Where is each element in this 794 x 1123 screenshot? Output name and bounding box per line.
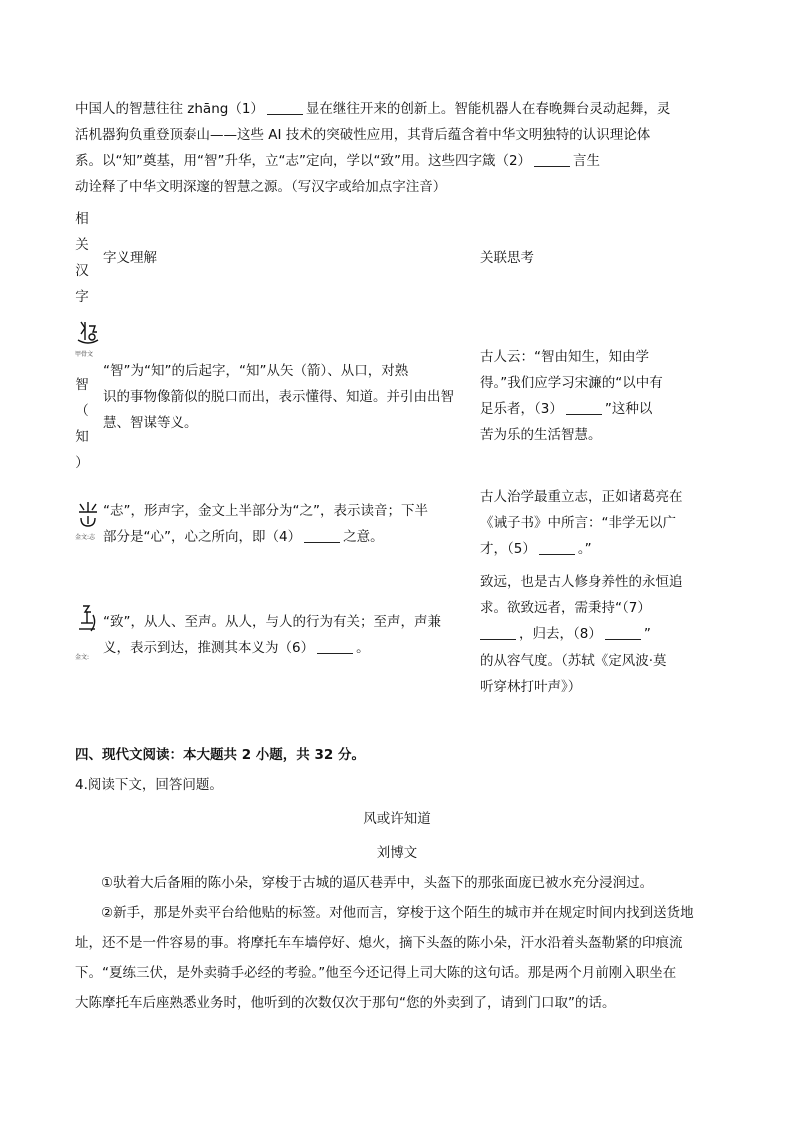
article-title: 风或许知道	[363, 811, 431, 827]
glyph-caption: 金文:	[75, 654, 90, 661]
glyph-caption: 金文:志	[75, 534, 96, 541]
article-author: 刘博文	[376, 845, 418, 861]
thinking-text: ，归去，（8）	[519, 626, 602, 642]
row1-meaning-line: 识的事物像箭似的脱口而出，表示懂得、知道。并引由出智	[103, 389, 454, 405]
row1-char: 知	[75, 429, 89, 445]
header-char: 汉	[75, 263, 89, 279]
row1-char: （	[75, 403, 89, 419]
row1-meaning-line: 慧、智谋等义。	[103, 415, 198, 431]
row2-meaning-line: “志”，形声字，金文上半部分为“之”，表示读音；下半	[103, 503, 428, 519]
intro-line-3	[75, 148, 600, 174]
intro-text: 系。以“知”奠基，用“智”升华，立“志”定向，学以“致”用。这些四字箴（2）	[75, 153, 532, 169]
answer-blank-4[interactable]	[304, 528, 340, 543]
intro-text: 显在继往开来的创新上。智能机器人在春晚舞台灵动起舞，灵	[305, 101, 671, 117]
row1-char: 智	[75, 377, 89, 393]
paragraph-2-line: 址，还不是一件容易的事。将摩托车车墙停好、熄火，摘下头盔的陈小朵，汗水沿着头盔勒紧的印痕流	[75, 935, 683, 951]
row3-thinking-line: 的从容气度。（苏轼《定风波·莫	[480, 653, 667, 669]
row3-thinking-line: 求。欲致远者，需秉持“（7）	[480, 600, 651, 616]
thinking-text: 足乐者，（3）	[480, 401, 563, 417]
intro-line-4: 动诠释了中华文明深邃的智慧之源。（写汉字或给加点字注音）	[75, 179, 447, 195]
oracle-bone-zhi-glyph-icon	[75, 318, 101, 358]
paragraph-2-line: 大陈摩托车后座熟悉业务时，他听到的次数仅次于那句“您的外卖到了，请到门口取”的话。	[75, 995, 616, 1011]
row1-char: ）	[75, 455, 89, 471]
header-char: 相	[75, 211, 89, 227]
answer-blank-6[interactable]	[317, 639, 353, 654]
meaning-text: 。	[356, 640, 370, 656]
answer-blank-8[interactable]	[605, 625, 641, 640]
bronze-zhi-glyph-icon	[75, 500, 101, 540]
row2-meaning-line	[103, 524, 384, 550]
answer-blank-3[interactable]	[566, 400, 602, 415]
header-char: 字	[75, 289, 89, 305]
intro-line-2: 活机器狗负重登顶泰山——这些 AI 技术的突破性应用，其背后蕴含着中华文明独特的认识理论体	[75, 127, 651, 143]
row3-thinking-line: 听穿林打叶声》）	[480, 679, 582, 695]
row3-meaning-line: “致”，从人、至声。从人，与人的行为有关；至声，声兼	[103, 614, 441, 630]
thinking-text: 才，（5）	[480, 541, 536, 557]
row1-thinking-line	[480, 396, 652, 422]
thinking-text: 。”	[577, 541, 592, 557]
paragraph-1: ①驮着大后备厢的陈小朵，穿梭于古城的逼仄巷弄中，头盔下的那张面庞已被水充分浸润过。	[101, 875, 654, 891]
row2-thinking-line: 《诫子书》中所言：“非学无以广	[480, 515, 676, 531]
intro-text: 中国人的智慧往往 zhāng（1）	[75, 101, 264, 117]
col-header-thinking: 关联思考	[480, 250, 534, 266]
row1-meaning-line: “智”为“知”的后起字，“知”从矢（箭）、从口，对熟	[103, 363, 409, 379]
intro-line-1	[75, 96, 670, 122]
paragraph-2-line: 下。“夏练三伏，是外卖骑手必经的考验。”他至今还记得上司大陈的这句话。那是两个月前刚入职坐在	[75, 965, 677, 981]
intro-text: 言生	[573, 153, 601, 169]
row3-meaning-line	[103, 635, 370, 661]
row1-thinking-line: 古人云：“智由知生，知由学	[480, 349, 649, 365]
thinking-text: ”	[643, 626, 651, 642]
row3-thinking-line: 致远，也是古人修身养性的永恒追	[480, 574, 683, 590]
glyph-caption: 甲骨文	[75, 351, 94, 358]
section-heading: 四、现代文阅读：本大题共 2 小题，共 32 分。	[75, 747, 365, 763]
answer-blank-1[interactable]	[267, 100, 303, 115]
question-prompt: 4.阅读下文，回答问题。	[75, 777, 223, 793]
meaning-text: 部分是“心”，心之所向，即（4）	[103, 529, 302, 545]
row1-thinking-line: 苦为乐的生活智慧。	[480, 427, 602, 443]
meaning-text: 义，表示到达，推测其本义为（6）	[103, 640, 315, 656]
bronze-zhi-reach-glyph-icon	[75, 603, 101, 661]
row1-thinking-line: 得。”我们应学习宋濂的“以中有	[480, 375, 663, 391]
row2-thinking-line: 古人治学最重立志，正如诸葛亮在	[480, 489, 683, 505]
col-header-meaning: 字义理解	[103, 250, 157, 266]
paragraph-2-line: ②新手，那是外卖平台给他贴的标签。对他而言，穿梭于这个陌生的城市并在规定时间内找到送货地	[101, 905, 694, 921]
answer-blank-2[interactable]	[534, 152, 570, 167]
thinking-text: ”这种以	[604, 401, 653, 417]
row3-thinking-line	[480, 621, 651, 647]
answer-blank-5[interactable]	[539, 540, 575, 555]
answer-blank-7[interactable]	[480, 625, 516, 640]
header-char: 关	[75, 237, 89, 253]
meaning-text: 之意。	[343, 529, 384, 545]
row2-thinking-line	[480, 536, 592, 562]
